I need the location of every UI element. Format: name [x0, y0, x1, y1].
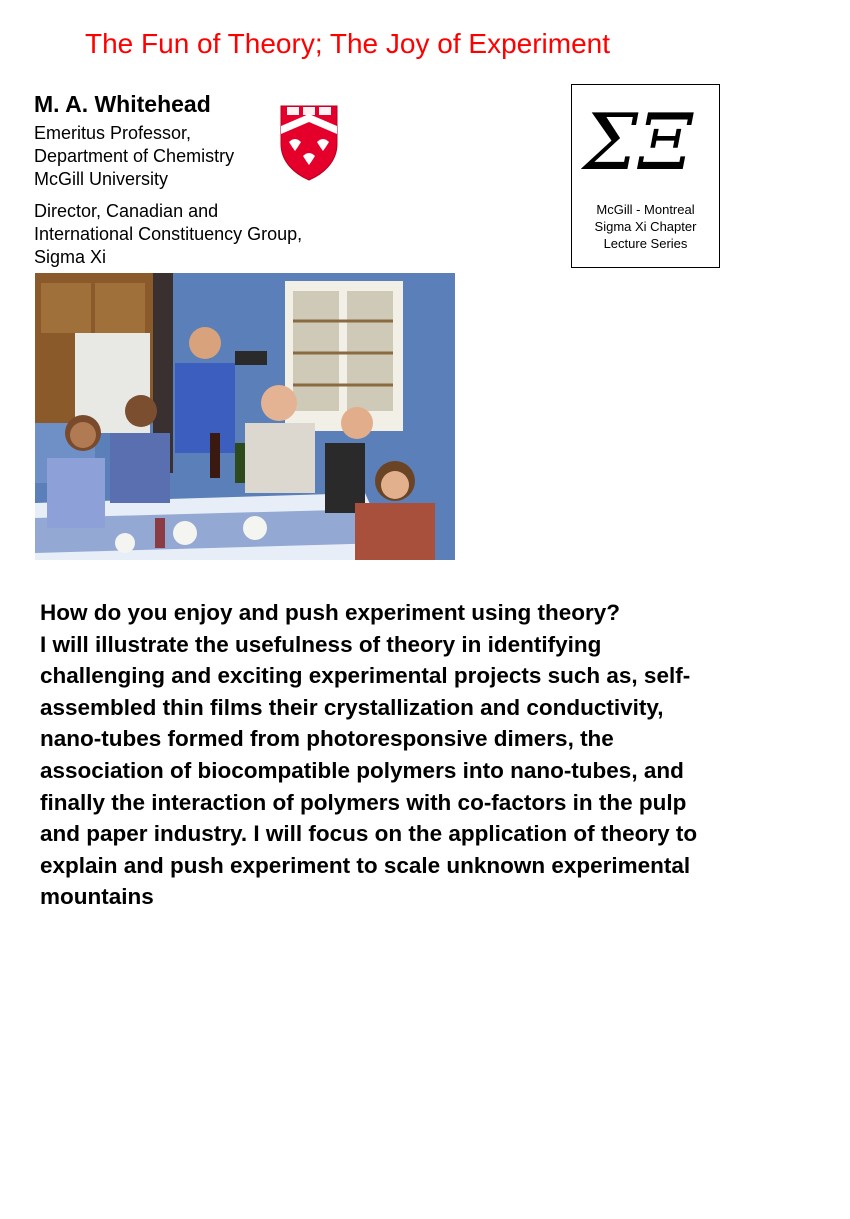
abstract-line: association of biocompatible polymers into nano-tubes, and: [40, 757, 684, 783]
caption-line: McGill - Montreal: [596, 202, 695, 217]
role-line: Sigma Xi: [34, 247, 107, 267]
abstract-line: I will illustrate the usefulness of theory in identifying: [40, 631, 602, 657]
page-title: The Fun of Theory; The Joy of Experiment: [85, 28, 610, 59]
sigma-xi-logo-icon: [581, 99, 711, 179]
abstract-line: nano-tubes formed from photoresponsive dimers, the: [40, 726, 614, 752]
abstract-line: explain and push experiment to scale unknown experimental: [40, 852, 691, 878]
caption-line: Sigma Xi Chapter: [594, 219, 697, 234]
speaker-name: M. A. Whitehead: [34, 91, 211, 117]
abstract-line: and paper industry. I will focus on the application of theory to: [40, 821, 698, 847]
sigma-xi-logo-box: [571, 84, 720, 268]
mcgill-crest-icon: [279, 104, 339, 182]
abstract-line: mountains: [40, 884, 154, 910]
abstract-line: assembled thin films their crystallization and conductivity,: [40, 694, 664, 720]
role-line: International Constituency Group,: [34, 224, 303, 244]
speaker-role: [34, 200, 302, 269]
abstract-line: How do you enjoy and push experiment using theory?: [40, 600, 621, 625]
group-photo-icon: [35, 273, 455, 560]
role-line: Director, Canadian and: [34, 201, 219, 221]
affiliation-line: McGill University: [34, 169, 169, 189]
abstract-line: challenging and exciting experimental projects such as, self-: [40, 663, 691, 689]
sigma-xi-logo-text: ΣΞ: [583, 99, 694, 179]
abstract-line: finally the interaction of polymers with co-factors in the pulp: [40, 789, 687, 815]
speaker-affiliation: [34, 122, 234, 191]
affiliation-line: Emeritus Professor,: [34, 123, 192, 143]
sigma-xi-caption: [572, 201, 719, 252]
abstract-text: [40, 597, 820, 913]
affiliation-line: Department of Chemistry: [34, 146, 235, 166]
caption-line: Lecture Series: [603, 236, 688, 251]
